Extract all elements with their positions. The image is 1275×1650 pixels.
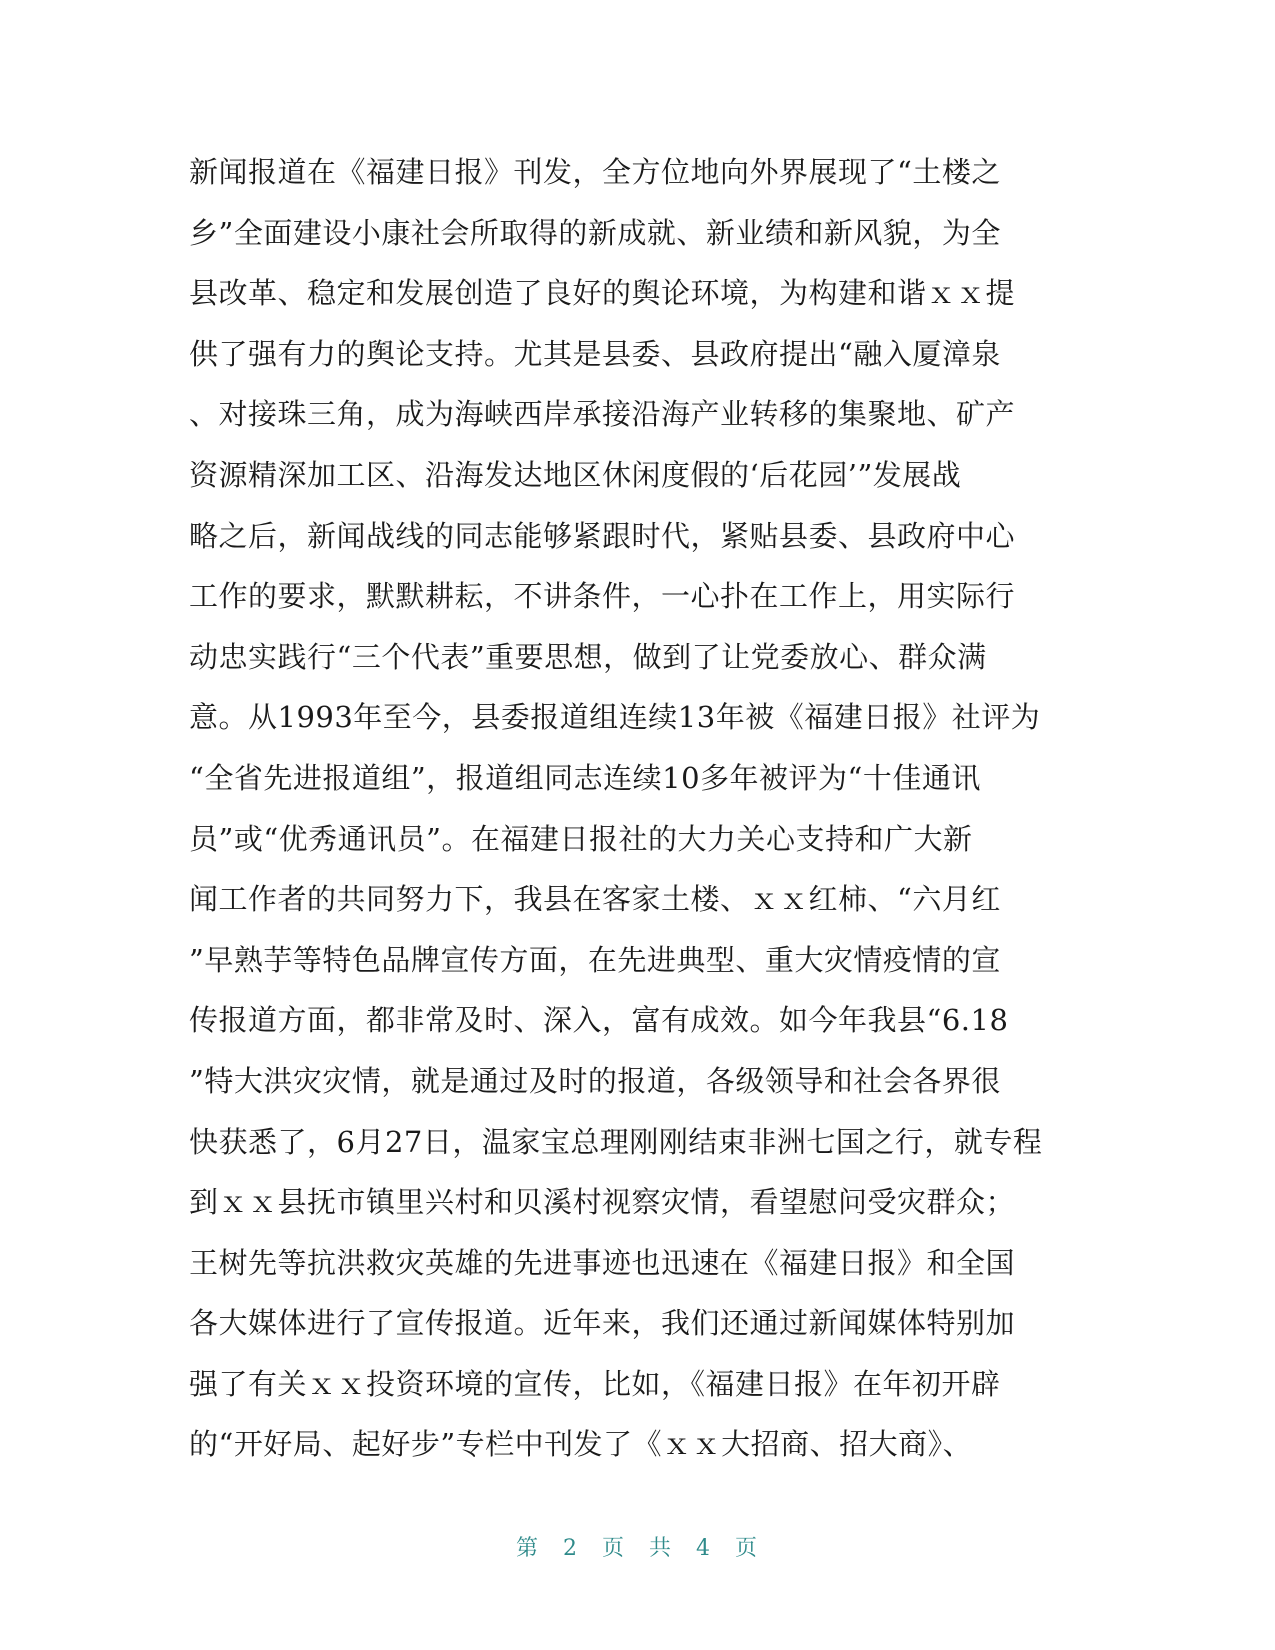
text-line: 资源精深加工区、沿海发达地区休闲度假的‘后花园’”发展战: [189, 457, 962, 492]
text-line: 传报道方面，都非常及时、深入，富有成效。如今年我县“6.18: [189, 1003, 1009, 1038]
text-line: “全省先进报道组”，报道组同志连续10多年被评为“十佳通讯: [189, 760, 981, 795]
text-line: 县改革、稳定和发展创造了良好的舆论环境，为构建和谐ｘｘ提: [189, 276, 1016, 311]
text-line: 略之后，新闻战线的同志能够紧跟时代，紧贴县委、县政府中心: [189, 518, 1016, 553]
page-number-footer: [0, 1531, 1275, 1562]
text-line: 、对接珠三角，成为海峡西岸承接沿海产业转移的集聚地、矿产: [189, 397, 1016, 432]
text-line: 供了强有力的舆论支持。尤其是县委、县政府提出“融入厦漳泉: [189, 336, 1001, 371]
text-line: 快获悉了，6月27日，温家宝总理刚刚结束非洲七国之行，就专程: [189, 1124, 1043, 1159]
page-current: 2: [562, 1536, 579, 1561]
text-line: 乡”全面建设小康社会所取得的新成就、新业绩和新风貌，为全: [189, 215, 1001, 250]
text-line: 强了有关ｘｘ投资环境的宣传，比如，《福建日报》在年初开辟: [189, 1366, 1001, 1401]
total-unit: 页: [735, 1536, 760, 1561]
text-line: 工作的要求，默默耕耘，不讲条件，一心扑在工作上，用实际行: [189, 579, 1016, 614]
text-line: 的“开好局、起好步”专栏中刊发了《ｘｘ大招商、招大商》、: [189, 1427, 973, 1462]
total-label: 共: [649, 1536, 674, 1561]
page-unit: 页: [601, 1536, 626, 1561]
page-label: 第: [515, 1536, 540, 1561]
text-line: 意。从1993年至今，县委报道组连续13年被《福建日报》社评为: [189, 700, 1041, 735]
text-line: 员”或“优秀通讯员”。在福建日报社的大力关心支持和广大新: [189, 821, 973, 856]
body-text: [189, 142, 1069, 1475]
page-total: 4: [696, 1536, 713, 1561]
text-line: 动忠实践行“三个代表”重要思想，做到了让党委放心、群众满: [189, 639, 987, 674]
text-line: 新闻报道在《福建日报》刊发，全方位地向外界展现了“土楼之: [189, 155, 1001, 189]
text-line: 到ｘｘ县抚市镇里兴村和贝溪村视察灾情，看望慰问受灾群众；: [189, 1185, 1016, 1220]
text-line: ”特大洪灾灾情，就是通过及时的报道，各级领导和社会各界很: [189, 1063, 1001, 1098]
text-line: ”早熟芋等特色品牌宣传方面，在先进典型、重大灾情疫情的宣: [189, 942, 1001, 977]
text-line: 王树先等抗洪救灾英雄的先进事迹也迅速在《福建日报》和全国: [189, 1245, 1016, 1280]
text-line: 各大媒体进行了宣传报道。近年来，我们还通过新闻媒体特别加: [189, 1306, 1016, 1341]
text-line: 闻工作者的共同努力下，我县在客家土楼、ｘｘ红柿、“六月红: [189, 882, 1001, 917]
